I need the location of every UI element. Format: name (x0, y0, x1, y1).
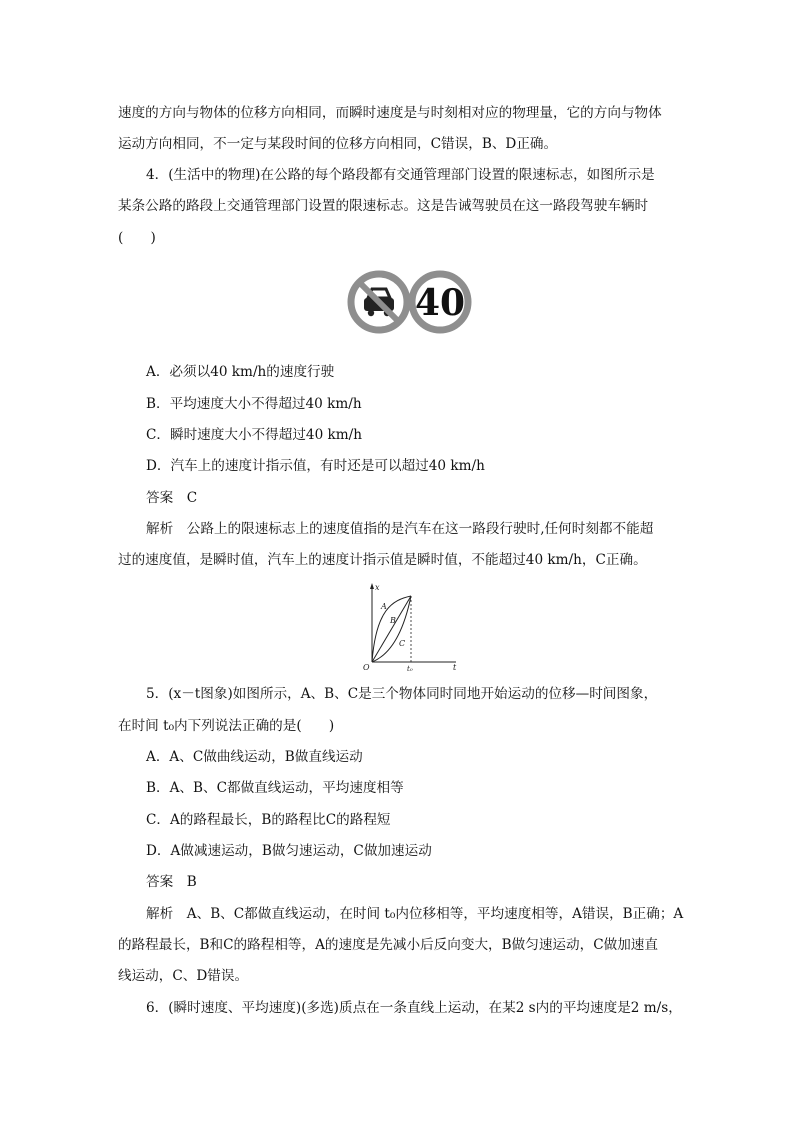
question-4-stem: 4．(生活中的物理)在公路的每个路段都有交通管理部门设置的限速标志，如图所示是 (146, 167, 655, 183)
x-t-graph (360, 580, 460, 672)
option-c: C．瞬时速度大小不得超过40 km/h (146, 427, 363, 443)
question-5-stem: 在时间 t₀内下列说法正确的是( ) (118, 718, 335, 734)
curve-b-label: B (390, 616, 396, 625)
curve-a-label: A (381, 602, 387, 611)
answer-label: 答案 B (146, 874, 197, 890)
option-b: B．A、B、C都做直线运动，平均速度相等 (146, 780, 404, 796)
analysis-text: 解析 公路上的限速标志上的速度值指的是汽车在这一路段行驶时,任何时刻都不能超 (146, 521, 654, 537)
answer-paren: ( ) (118, 230, 156, 246)
option-b: B．平均速度大小不得超过40 km/h (146, 396, 362, 412)
option-d: D．汽车上的速度计指示值，有时还是可以超过40 km/h (146, 458, 485, 474)
origin-label: O (363, 663, 370, 672)
paragraph-line: 速度的方向与物体的位移方向相同，而瞬时速度是与时刻相对应的物理量，它的方向与物体 (118, 105, 662, 121)
option-d: D．A做减速运动，B做匀速运动，C做加速运动 (146, 843, 432, 859)
analysis-text: 过的速度值，是瞬时值，汽车上的速度计指示值是瞬时值，不能超过40 km/h，C正确。 (118, 552, 647, 568)
option-c: C．A的路程最长，B的路程比C的路程短 (146, 812, 391, 828)
answer-label: 答案 C (146, 490, 198, 506)
x-axis-label: t (453, 663, 457, 672)
speed-limit-sign (345, 268, 475, 336)
option-a: A．A、C做曲线运动，B做直线运动 (146, 749, 363, 765)
question-5-stem: 5．(x－t图象)如图所示，A、B、C是三个物体同时同地开始运动的位移—时间图象， (146, 686, 658, 702)
question-4-stem: 某条公路的路段上交通管理部门设置的限速标志。这是告诫驾驶员在这一路段驾驶车辆时 (118, 198, 649, 214)
y-axis-label: x (375, 583, 380, 592)
option-a: A．必须以40 km/h的速度行驶 (146, 364, 335, 380)
analysis-text: 的路程最长，B和C的路程相等，A的速度是先减小后反向变大，B做匀速运动，C做加速直 (118, 937, 658, 953)
paragraph-line: 运动方向相同，不一定与某段时间的位移方向相同，C错误，B、D正确。 (118, 136, 558, 152)
no-car-sign-icon (351, 274, 407, 330)
analysis-text: 线运动，C、D错误。 (118, 968, 249, 984)
speed-limit-40-icon (412, 274, 468, 330)
t0-label: t₀ (407, 665, 413, 672)
question-6-stem: 6．(瞬时速度、平均速度)(多选)质点在一条直线上运动，在某2 s内的平均速度是2 m/s， (146, 1000, 682, 1016)
curve-c-label: C (399, 639, 406, 648)
analysis-text: 解析 A、B、C都做直线运动，在时间 t₀内位移相等，平均速度相等，A错误，B正确；A (146, 906, 684, 922)
speed-limit-number: 40 (414, 282, 466, 324)
